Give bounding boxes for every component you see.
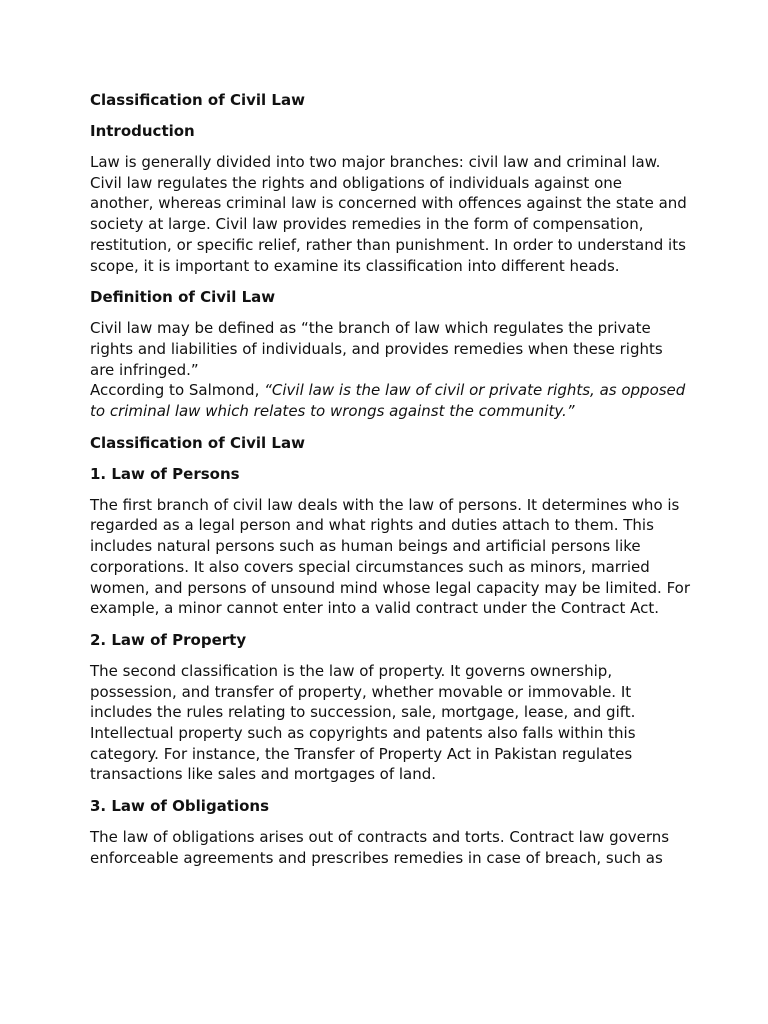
- section-heading-obligations: 3. Law of Obligations: [90, 797, 270, 816]
- salmond-prefix: According to Salmond,: [90, 381, 265, 400]
- intro-paragraph: Law is generally divided into two major branches: civil law and criminal law. Civil law regulates the rights and obligations of individuals against one another, whereas criminal law is concerned with offences against the state and society at large. Civil law provides remedies in the form of compensation, restitution, or specific relief, rather than punishment. In order to understand its scope, it is important to examine its classification into different heads.: [90, 153, 687, 275]
- section-paragraph-obligations: The law of obligations arises out of contracts and torts. Contract law governs enforceable agreements and prescribes remedies in case of breach, such as: [90, 828, 670, 867]
- section-paragraph-persons: The first branch of civil law deals with the law of persons. It determines who is regarded as a legal person and what rights and duties attach to them. This includes natural persons such as human beings and artificial persons like corporations. It also covers special circumstances such as minors, married women, and persons of unsound mind whose legal capacity may be limited. For example, a minor cannot enter into a valid contract under the Contract Act.: [90, 495, 691, 618]
- definition-paragraph: Civil law may be defined as “the branch of law which regulates the private rights and liabilities of individuals, and provides remedies when these rights are infringed.”: [90, 319, 663, 379]
- salmond-paragraph: [90, 380, 690, 421]
- document-page: [90, 90, 690, 880]
- section-heading-persons: 1. Law of Persons: [90, 464, 240, 483]
- document-title: Classification of Civil Law: [90, 91, 305, 109]
- section-paragraph-property: The second classification is the law of property. It governs ownership, possession, and transfer of property, whether movable or immovable. It includes the rules relating to succession, sale, mortgage, lease, and gift. Intellectual property such as copyrights and patents also falls within this category. For instance, the Transfer of Property Act in Pakistan regulates transactions like sales and mortgages of land.: [90, 661, 636, 784]
- intro-heading: Introduction: [90, 122, 195, 140]
- salmond-quote: “Civil law is the law of civil or private rights, as opposed to criminal law which relates to wrongs against the community.”: [90, 381, 686, 421]
- definition-heading: Definition of Civil Law: [90, 288, 276, 307]
- section-heading-property: 2. Law of Property: [90, 630, 247, 649]
- classification-heading: Classification of Civil Law: [90, 433, 305, 452]
